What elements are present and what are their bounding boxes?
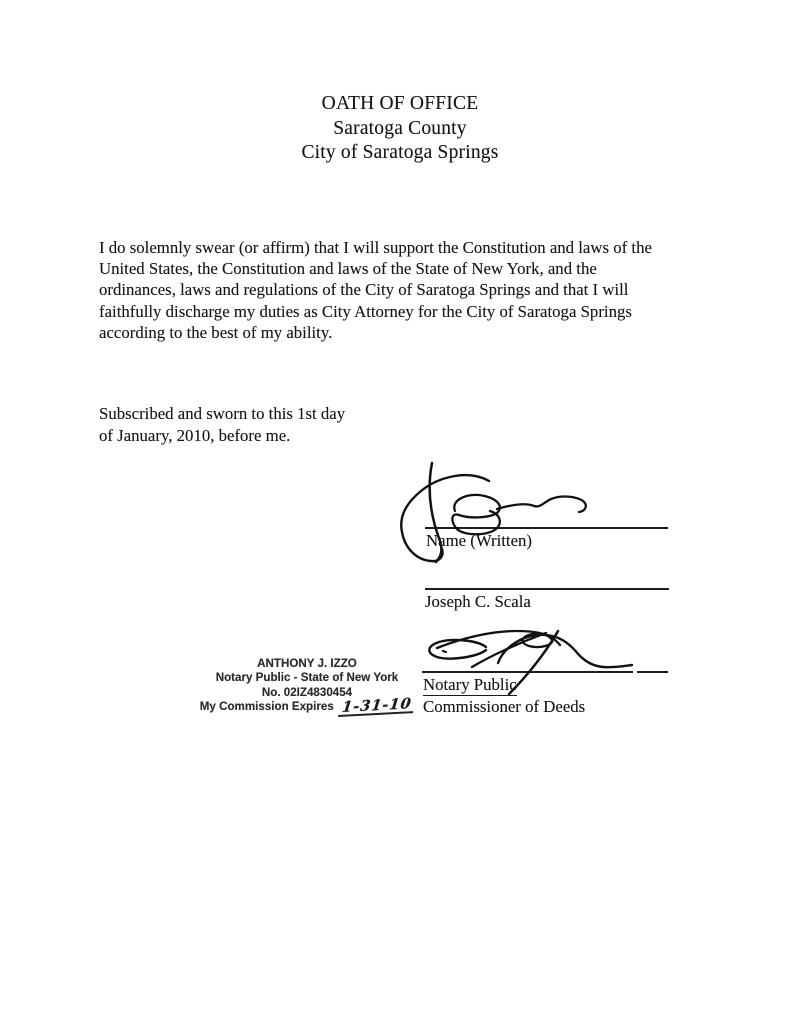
notary-stamp-name: ANTHONY J. IZZO — [257, 657, 357, 670]
printed-name: Joseph C. Scala — [425, 592, 531, 611]
notary-stamp-office: Notary Public - State of New York — [215, 671, 399, 685]
attestation-paragraph — [99, 403, 519, 447]
attestation-line: of January, 2010, before me. — [99, 425, 291, 445]
name-written-label: Name (Written) — [426, 531, 533, 550]
notary-stamp — [188, 657, 426, 715]
document-subtitle-county: Saratoga County — [333, 117, 467, 139]
attestation-line: Subscribed and sworn to this 1st day — [99, 404, 346, 423]
document-header — [13, 92, 787, 166]
oath-paragraph — [99, 237, 739, 343]
printed-name-line — [425, 588, 669, 590]
oath-line: ordinances, laws and regulations of the City of Saratoga Springs and that I will — [99, 280, 629, 300]
oath-line: according to the best of my ability. — [99, 322, 333, 342]
document-title: OATH OF OFFICE — [321, 93, 479, 114]
commission-expires-label: My Commission Expires — [199, 700, 334, 714]
notary-signature-line — [422, 671, 633, 673]
notary-title: Notary Public — [423, 675, 517, 694]
oath-line: faithfully discharge my duties as City Attorney for the City of Saratoga Springs — [99, 301, 632, 321]
notary-stamp-number: No. 02IZ4830454 — [261, 685, 353, 699]
notary-stamp-expiration-row — [188, 695, 426, 717]
notary-signature-line-segment — [637, 671, 668, 673]
oath-line: United States, the Constitution and laws of the State of New York, and the — [99, 259, 597, 279]
notary-subtitle: Commissioner of Deeds — [423, 697, 586, 716]
handwritten-expiration-date: 1-31-10 — [338, 697, 415, 717]
name-written-signature-line — [425, 527, 668, 529]
document-subtitle-city: City of Saratoga Springs — [301, 142, 499, 163]
oath-line: I do solemnly swear (or affirm) that I will support the Constitution and laws of the — [99, 238, 652, 257]
